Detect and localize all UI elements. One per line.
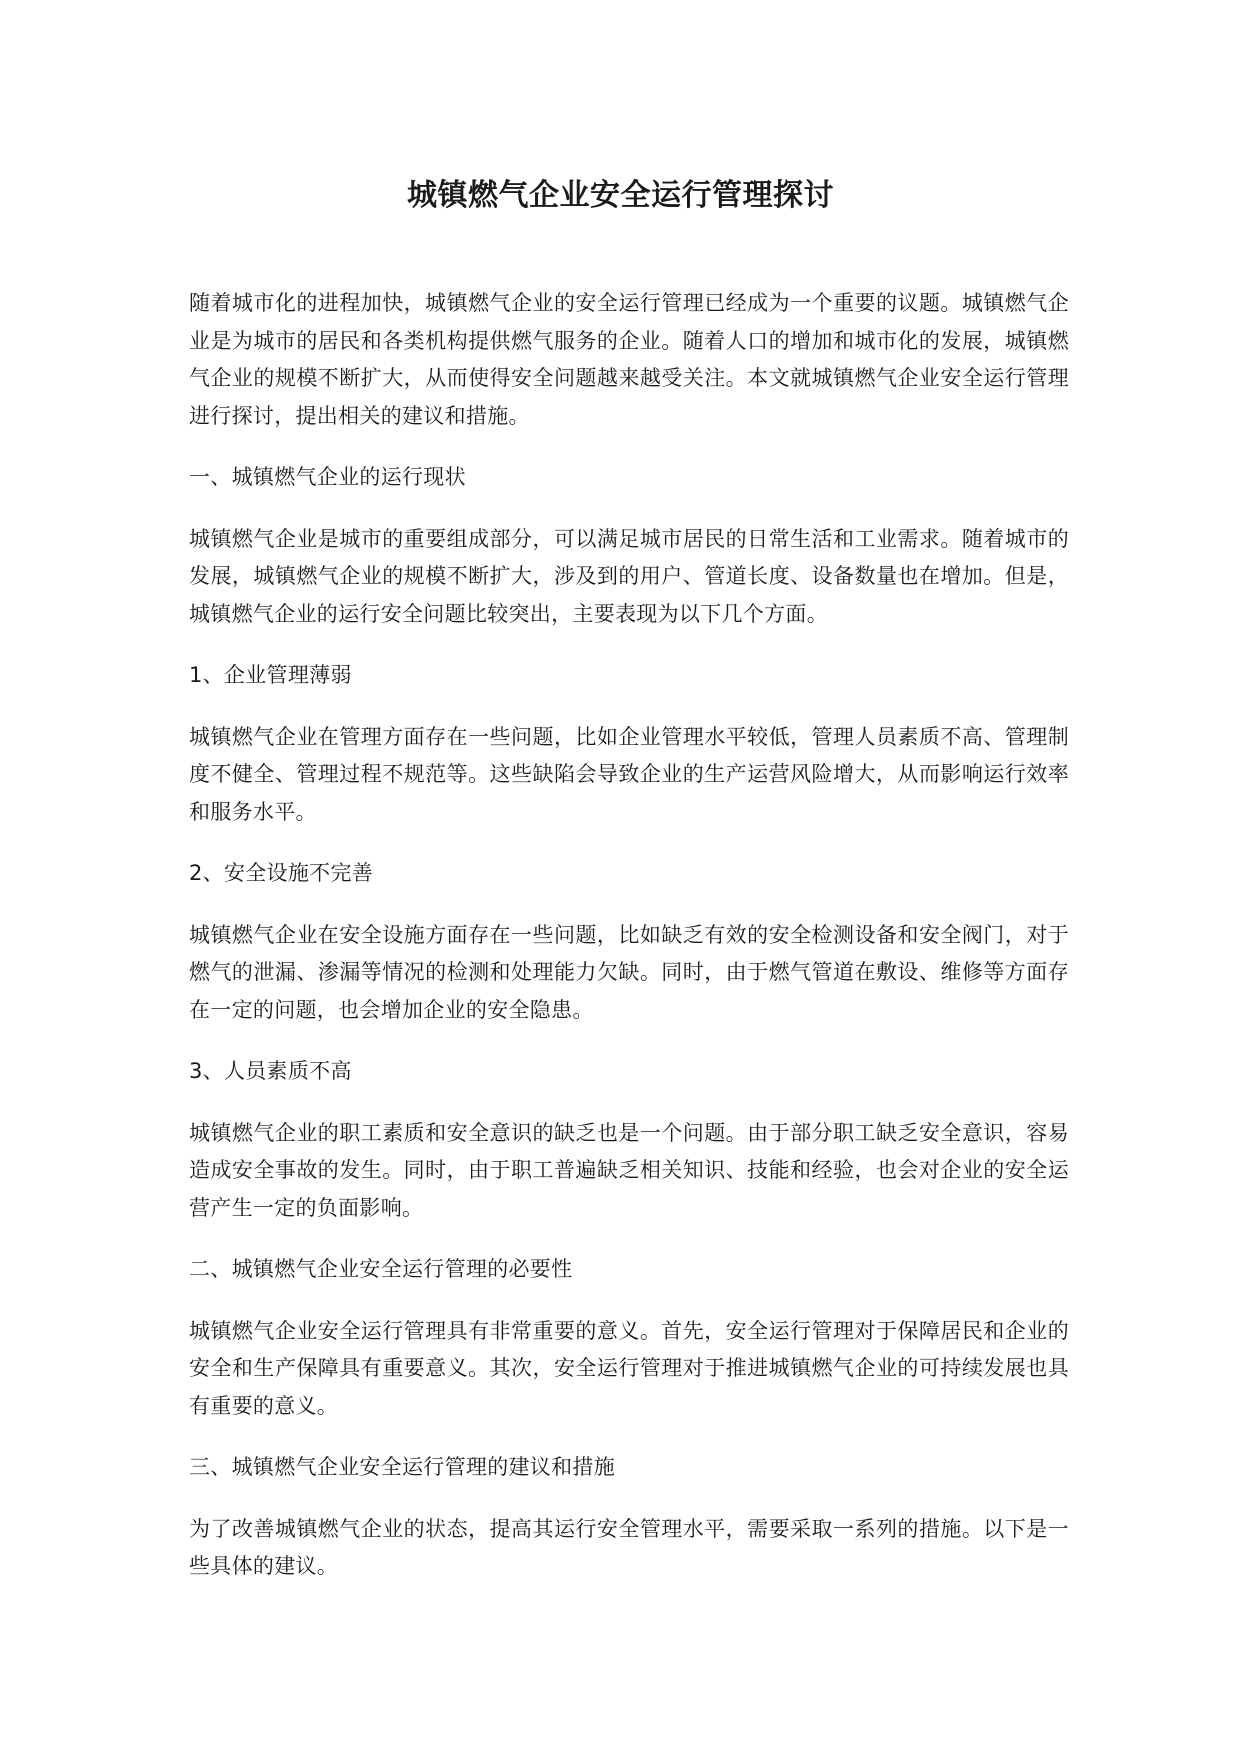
section-heading-measures: 三、城镇燃气企业安全运行管理的建议和措施: [189, 1455, 615, 1479]
subheading-facilities: 2、安全设施不完善: [189, 861, 374, 885]
section-heading-status: 一、城镇燃气企业的运行现状: [189, 465, 466, 489]
necessity-paragraph: 城镇燃气企业安全运行管理具有非常重要的意义。首先，安全运行管理对于保障居民和企业的安全和生产保障具有重要意义。其次，安全运行管理对于推进城镇燃气企业的可持续发展也具有重要的意义。: [189, 1318, 1069, 1418]
section-heading-necessity: 二、城镇燃气企业安全运行管理的必要性: [189, 1257, 573, 1281]
measures-paragraph: 为了改善城镇燃气企业的状态，提高其运行安全管理水平，需要采取一系列的措施。以下是一些具体的建议。: [189, 1516, 1069, 1578]
subheading-management: 1、企业管理薄弱: [189, 663, 352, 687]
document-body: [189, 285, 1069, 1610]
personnel-paragraph: 城镇燃气企业的职工素质和安全意识的缺乏也是一个问题。由于部分职工缺乏安全意识，容易造成安全事故的发生。同时，由于职工普遍缺乏相关知识、技能和经验，也会对企业的安全运营产生一定的负面影响。: [189, 1120, 1069, 1220]
facilities-paragraph: 城镇燃气企业在安全设施方面存在一些问题，比如缺乏有效的安全检测设备和安全阀门，对于燃气的泄漏、渗漏等情况的检测和处理能力欠缺。同时，由于燃气管道在敷设、维修等方面存在一定的问题，也会增加企业的安全隐患。: [189, 922, 1069, 1022]
intro-paragraph: 随着城市化的进程加快，城镇燃气企业的安全运行管理已经成为一个重要的议题。城镇燃气企业是为城市的居民和各类机构提供燃气服务的企业。随着人口的增加和城市化的发展，城镇燃气企业的规模不断扩大，从而使得安全问题越来越受关注。本文就城镇燃气企业安全运行管理进行探讨，提出相关的建议和措施。: [189, 291, 1069, 428]
subheading-personnel: 3、人员素质不高: [189, 1059, 352, 1083]
management-paragraph: 城镇燃气企业在管理方面存在一些问题，比如企业管理水平较低，管理人员素质不高、管理制度不健全、管理过程不规范等。这些缺陷会导致企业的生产运营风险增大，从而影响运行效率和服务水平。: [189, 724, 1069, 824]
document-title: 城镇燃气企业安全运行管理探讨: [407, 178, 834, 213]
status-paragraph: 城镇燃气企业是城市的重要组成部分，可以满足城市居民的日常生活和工业需求。随着城市的发展，城镇燃气企业的规模不断扩大，涉及到的用户、管道长度、设备数量也在增加。但是，城镇燃气企业的运行安全问题比较突出，主要表现为以下几个方面。: [189, 526, 1069, 626]
